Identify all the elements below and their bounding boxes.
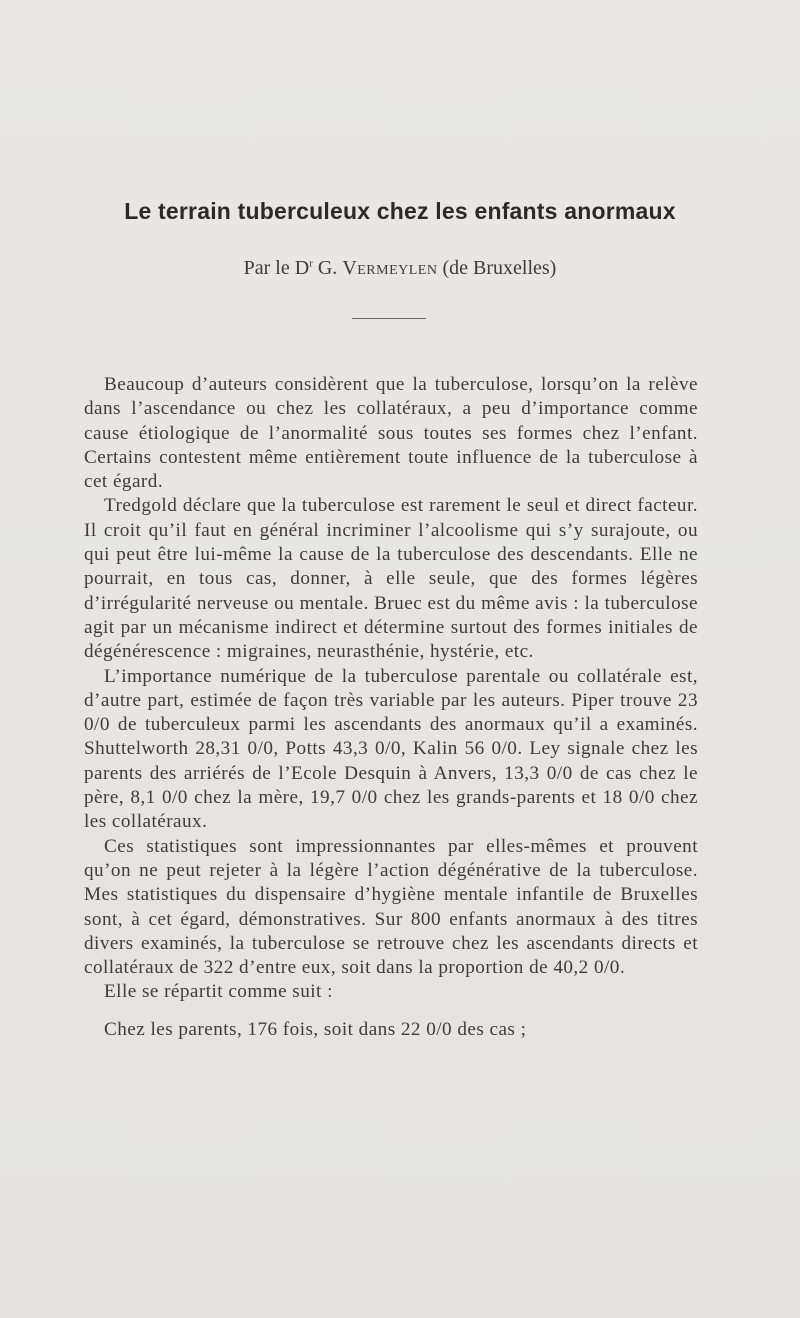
paragraph: Beaucoup d’auteurs considèrent que la tuberculose, lorsqu’on la relève dans l’ascendance ou chez les collatéraux, a peu d’importance comme cause étiologique de l’anormalité sous toutes ses formes chez l’enfant. Certains contestent même entièrement toute influence de la tuberculose à cet égard. (84, 374, 698, 493)
article-byline (0, 257, 800, 280)
paragraph: Chez les parents, 176 fois, soit dans 22 0/0 des cas ; (104, 1018, 527, 1040)
paragraph: Tredgold déclare que la tuberculose est rarement le seul et direct facteur. Il croit qu’il faut en général incriminer l’alcoolisme qui s’y surajoute, ou qui peut être lui-même la cause de la tuberculose des descendants. Elle ne pourrait, en tous cas, donner, à elle seule, que des formes légères d’irrégularité nerveuse ou mentale. Bruec est du même avis : la tuberculose agit par un mécanisme indirect et détermine surtout des formes initiales de dégénérescence : migraines, neurasthénie, hystérie, etc. (84, 495, 698, 663)
paragraph: L’importance numérique de la tuberculose parentale ou collatérale est, d’autre part, estimée de façon très variable par les auteurs. Piper trouve 23 0/0 de tuberculeux parmi les ascendants des anormaux qu’il a examinés. Shuttelworth 28,31 0/0, Potts 43,3 0/0, Kalin 56 0/0. Ley signale chez les parents des arriérés de l’Ecole Desquin à Anvers, 13,3 0/0 de cas chez le père, 8,1 0/0 chez la mère, 19,7 0/0 chez les grands-parents et 18 0/0 chez les collatéraux. (84, 665, 698, 833)
article-title: Le terrain tuberculeux chez les enfants anormaux (124, 198, 676, 224)
paragraph: Elle se répartit comme suit : (104, 981, 333, 1003)
article-body (84, 373, 698, 1042)
paragraph: Ces statistiques sont impressionnantes par elles-mêmes et prouvent qu’on ne peut rejeter à la légère l’action dégénérative de la tuberculose. Mes statistiques du dispensaire d’hygiène mentale infantile de Bruxelles sont, à cet égard, démonstratives. Sur 800 enfants anormaux à des titres divers examinés, la tuberculose se retrouve chez les ascendants directs et collatéraux de 322 d’entre eux, soit dans la proportion de 40,2 0/0. (84, 835, 698, 979)
byline-sup: r (309, 257, 313, 270)
title-divider (352, 318, 426, 319)
byline-initial: G. (317, 257, 338, 279)
byline-author: Vermeylen (342, 257, 438, 279)
byline-suffix: (de Bruxelles) (442, 257, 557, 279)
byline-prefix: Par le D (243, 257, 310, 279)
